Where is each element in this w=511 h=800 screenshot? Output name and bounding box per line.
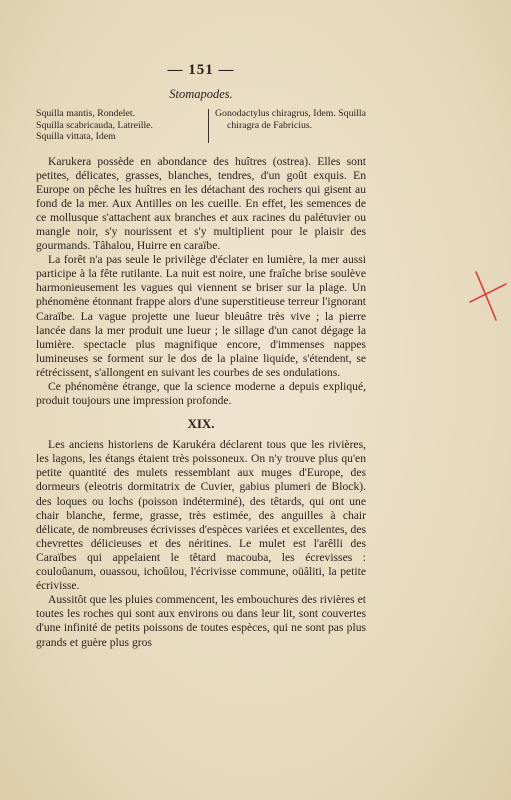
species-column-left <box>36 108 208 143</box>
section-title: Stomapodes. <box>169 87 233 101</box>
species-entry: Squilla mantis, Rondelet. <box>36 108 136 119</box>
species-column-right <box>215 108 366 143</box>
species-entry: chiragra de Fabricius. <box>226 119 313 131</box>
page-number: — 151 — <box>167 62 235 78</box>
page-content <box>36 62 366 650</box>
chapter-heading: XIX. <box>187 416 215 432</box>
column-divider <box>208 109 209 143</box>
paragraph-rains: Aussitôt que les pluies commencent, les embouchures des rivières et toutes les roches qui sont aux environs ou dans leur lit, sont couvertes d'une infinité de petits poissons de toutes espèces, qui ne sont pas plus grands et guère plus gros <box>36 593 366 649</box>
species-entry: Squilla vittata, Idem <box>36 131 116 142</box>
species-entry: Squilla scabricauda, Latreille. <box>36 119 153 131</box>
species-list <box>36 108 366 143</box>
species-entry: Gonodactylus chiragrus, Idem. Squilla <box>214 108 366 119</box>
red-cross-mark-icon <box>468 266 508 326</box>
paragraph-phenomenon: Ce phénomène étrange, que la science moderne a depuis expliqué, produit toujours une impression profonde. <box>36 380 366 408</box>
paragraph-rivers: Les anciens historiens de Karukéra déclarent tous que les rivières, les lagons, les étangs étaient très poissoneux. On n'y trouve plus qu'en petite quantité des mulets ressemblant aux muges d'Europe, des dormeurs (eleotris dormitatrix de Cuvier, gabius plumeri de Block). des loques ou lochs (poisson indéterminé), des têtards, qui ont une chair blanche, ferme, grasse, très estimée, des anguilles à chair délicate, de nombreuses écrivisses d'espèces variées et excellentes, des chevrettes délicieuses et des néritines. Le mulet est l'arêlli des Caraïbes qui appelaient le têtard macouba, les écrevisses : couloûanum, ouassou, ichoûlou, l'écrivisse commune, oüâliti, la petite écrivisse. <box>36 438 366 593</box>
paragraph-oysters: Karukera possède en abondance des huîtres (ostrea). Elles sont petites, délicates, grasses, blanches, tendres, d'un goût exquis. En Europe on pêche les huîtres en les détachant des rochers qui gisent au fond de la mer. Aux Antilles on les cueille. En effet, les semences de ce mollusque s'attachent aux branches et aux racines du palétuvier ou mangle noir, s'y nourissent et s'y multiplient pour le plaisir des gourmands. Tâhalou, Huirre en caraïbe. <box>36 154 366 253</box>
paragraph-phosphorescence: La forêt n'a pas seule le privilège d'éclater en lumière, la mer aussi participe à la fête rutilante. La nuit est noire, une fraîche brise soulève harmonieusement les vagues qui viennent se briser sur la plage. Un phénomène étonnant frappe alors d'une superstitieuse terreur l'ignorant Caraïbe. La vague projette une lueur bleuâtre très vive ; la pierre lancée dans la mer produit une lueur ; le sillage d'un canot dégage la lumière. spectacle plus magnifique encore, d'immenses nappes lumineuses se forment sur le dos de la plaine liquide, s'étendent, se rétrécissent, s'allongent en suivant les courbes de ses ondulations. <box>36 253 366 379</box>
